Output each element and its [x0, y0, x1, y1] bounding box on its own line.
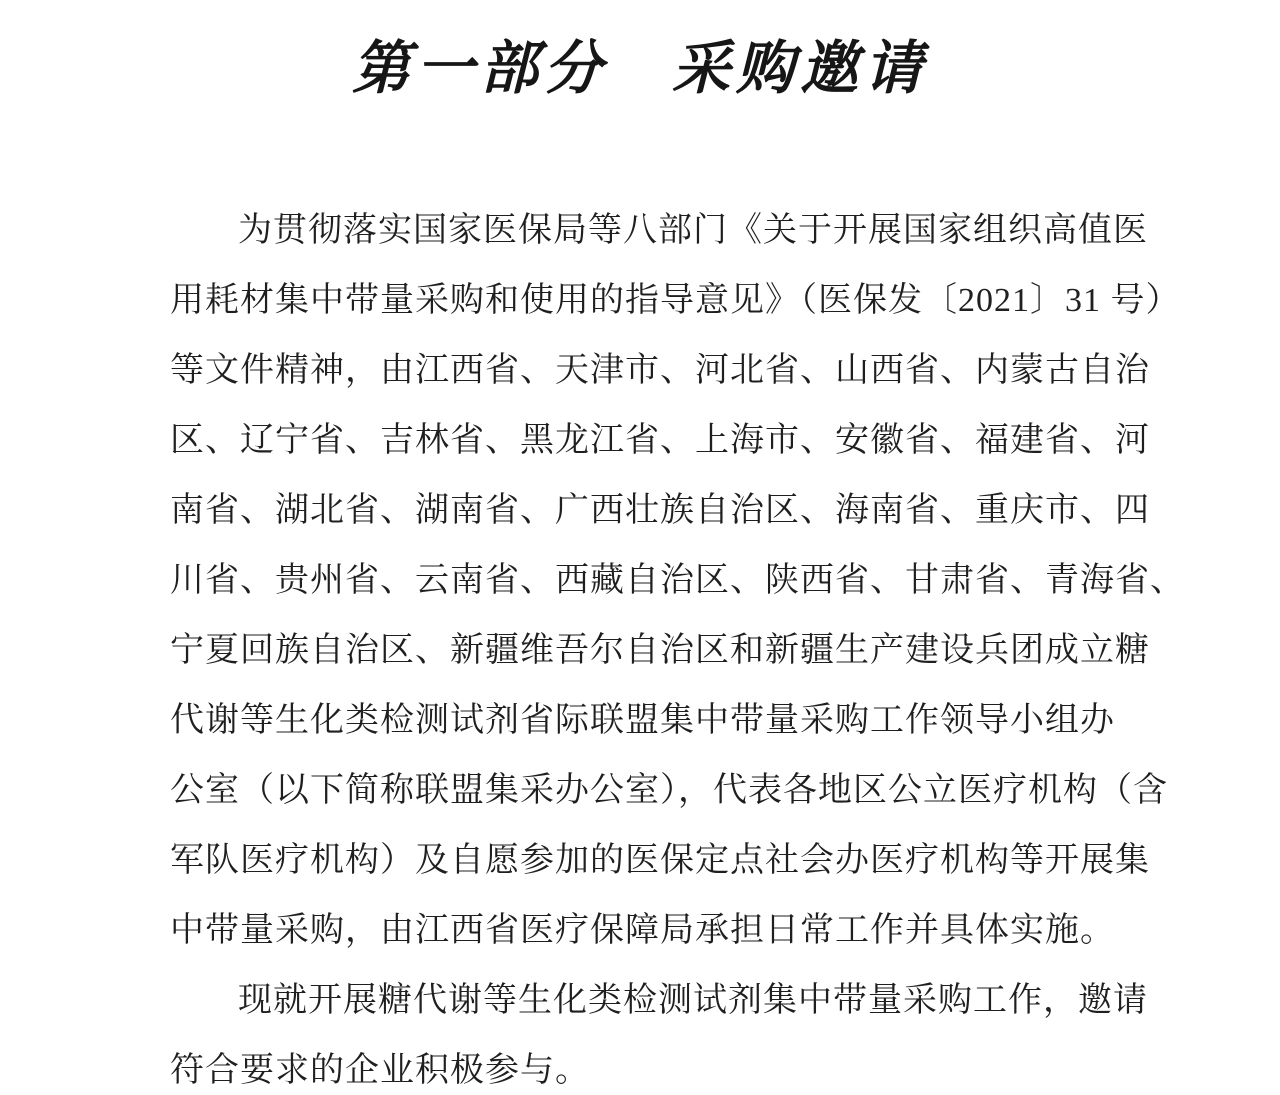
- text-line: 区、辽宁省、吉林省、黑龙江省、上海市、安徽省、福建省、河: [170, 422, 1150, 459]
- body-paragraph: [170, 966, 1148, 1095]
- text-line: 代谢等生化类检测试剂省际联盟集中带量采购工作领导小组办: [170, 702, 1115, 739]
- text-line: 公室（以下简称联盟集采办公室），代表各地区公立医疗机构（含: [170, 772, 1168, 809]
- text-line: 军队医疗机构）及自愿参加的医保定点社会办医疗机构等开展集: [170, 842, 1150, 879]
- document-body: [170, 196, 1185, 1095]
- text-line: 为贯彻落实国家医保局等八部门《关于开展国家组织高值医: [238, 212, 1148, 249]
- text-line: 南省、湖北省、湖南省、广西壮族自治区、海南省、重庆市、四: [170, 492, 1150, 529]
- text-line: 中带量采购，由江西省医疗保障局承担日常工作并具体实施。: [170, 912, 1115, 949]
- text-line: 用耗材集中带量采购和使用的指导意见》（医保发〔2021〕31 号）: [170, 282, 1181, 319]
- body-paragraph: [170, 196, 1185, 966]
- text-line: 川省、贵州省、云南省、西藏自治区、陕西省、甘肃省、青海省、: [170, 562, 1185, 599]
- text-line: 等文件精神，由江西省、天津市、河北省、山西省、内蒙古自治: [170, 352, 1150, 389]
- text-line: 宁夏回族自治区、新疆维吾尔自治区和新疆生产建设兵团成立糖: [170, 632, 1150, 669]
- page-title: 第一部分 采购邀请: [351, 34, 928, 102]
- text-line: 现就开展糖代谢等生化类检测试剂集中带量采购工作，邀请: [238, 982, 1148, 1019]
- text-line: 符合要求的企业积极参与。: [170, 1052, 590, 1089]
